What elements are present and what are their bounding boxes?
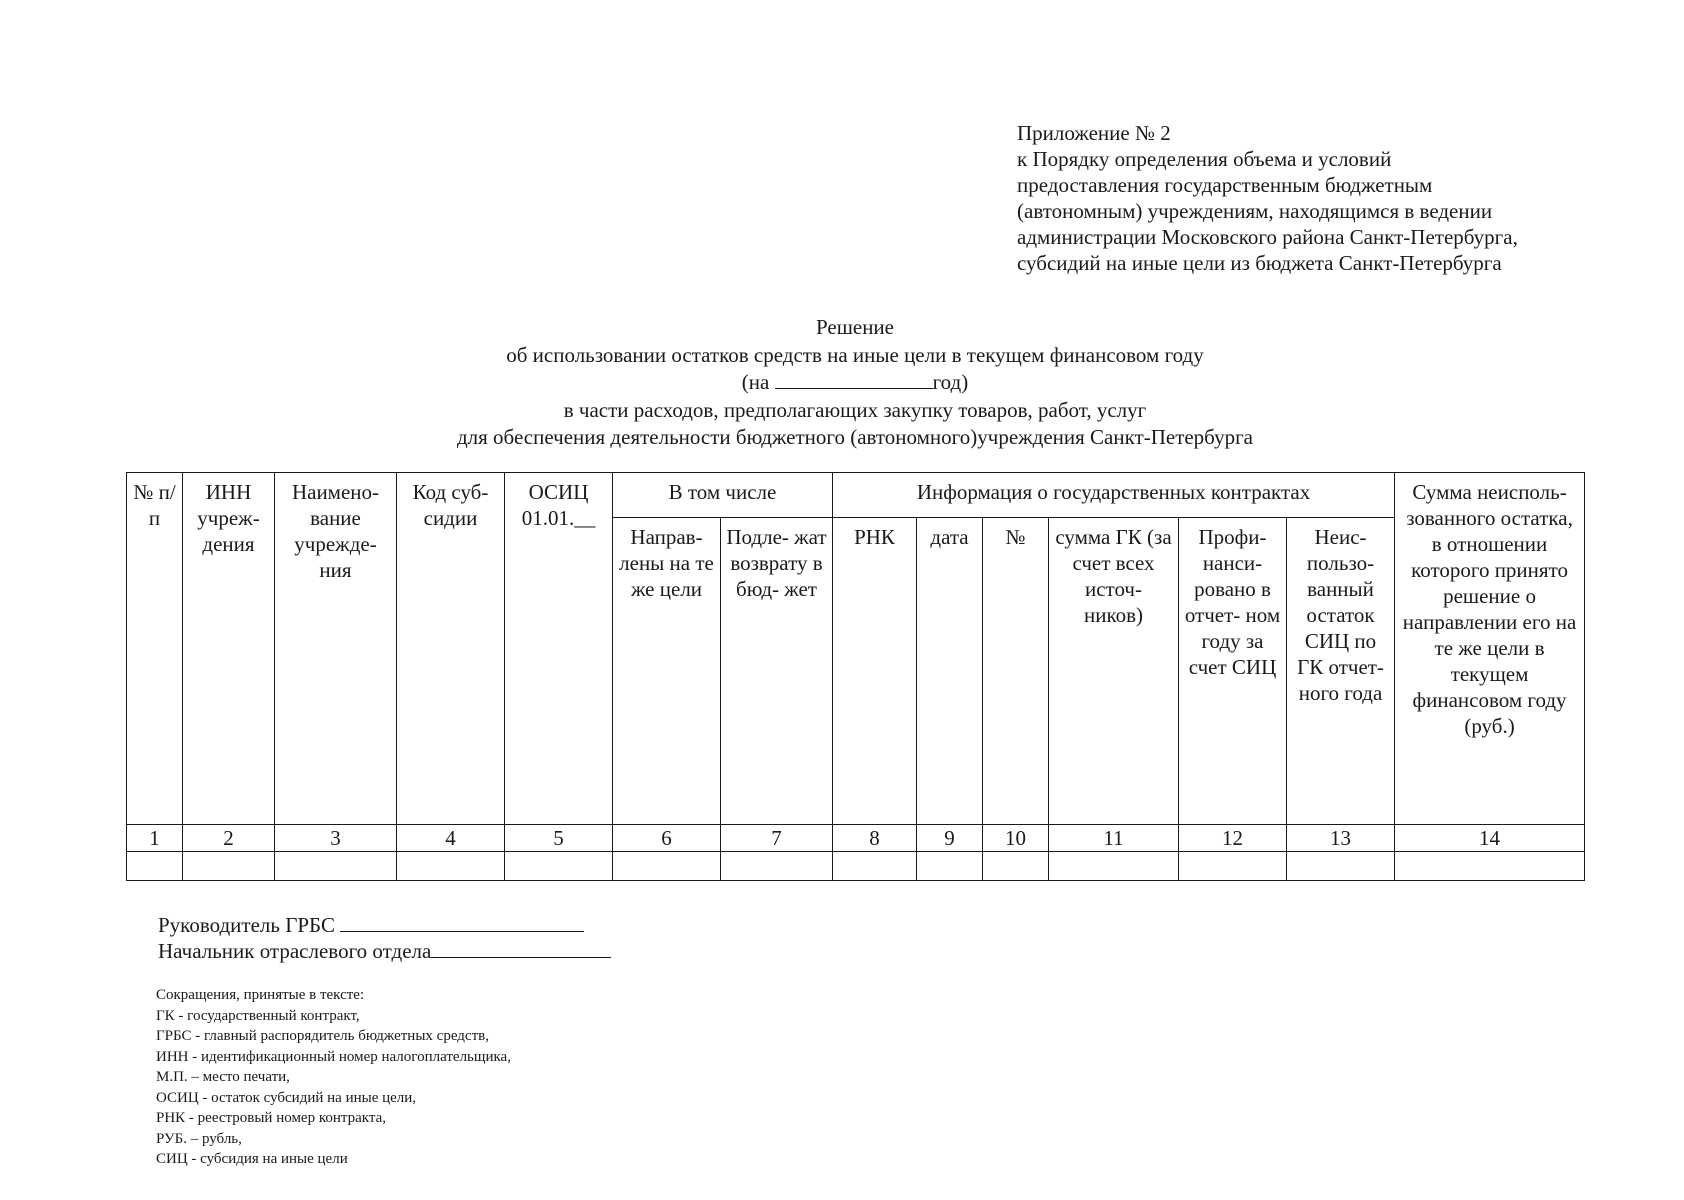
empty-cell — [983, 852, 1049, 881]
appendix-line: предоставления государственным бюджетным — [1017, 173, 1433, 197]
year-blank-field — [775, 371, 933, 389]
appendix-line: субсидий на иные цели из бюджета Санкт-Петербурга — [1017, 251, 1502, 275]
abbreviation-item: ОСИЦ - остаток субсидий на иные цели, — [156, 1089, 417, 1106]
empty-cell — [613, 852, 721, 881]
abbreviation-item: РУБ. – рубль, — [156, 1130, 242, 1147]
abbreviations-block — [156, 985, 511, 1170]
table-header-row — [127, 473, 1585, 518]
appendix-line: к Порядку определения объема и условий — [1017, 147, 1392, 171]
empty-cell — [183, 852, 275, 881]
appendix-line: (автономным) учреждениям, находящимся в ведении — [1017, 199, 1493, 223]
decision-table — [126, 472, 1585, 881]
column-number: 11 — [1049, 825, 1179, 852]
header-cell: Код суб- сидии — [397, 473, 505, 825]
signature-head-label: Руководитель ГРБС — [158, 913, 335, 937]
signature-head-field — [340, 913, 584, 932]
column-number: 12 — [1179, 825, 1287, 852]
header-cell: дата — [917, 518, 983, 825]
abbreviation-item: ИНН - идентификационный номер налогоплательщика, — [156, 1048, 511, 1065]
signature-chief-field — [431, 939, 611, 958]
header-cell: Профи- нанси- ровано в отчет- ном году за счет СИЦ — [1179, 518, 1287, 825]
title-line-5: для обеспечения деятельности бюджетного (автономного)учреждения Санкт-Петербурга — [456, 425, 1254, 449]
abbreviation-item: ГРБС - главный распорядитель бюджетных средств, — [156, 1028, 489, 1044]
column-number: 4 — [397, 825, 505, 852]
column-number: 8 — [833, 825, 917, 852]
header-cell: Сумма неисполь- зованного остатка, в отношении которого принято решение о направлении его на те же цели в текущем финансовом году (руб.) — [1395, 473, 1585, 825]
empty-cell — [721, 852, 833, 881]
header-cell: Направ- лены на те же цели — [613, 518, 721, 825]
header-group-cell: В том числе — [613, 473, 833, 518]
column-number-row — [127, 825, 1585, 852]
empty-cell — [1287, 852, 1395, 881]
header-cell: ИНН учреж- дения — [183, 473, 275, 825]
empty-cell — [275, 852, 397, 881]
title-year-suffix: год) — [932, 370, 969, 394]
empty-data-row — [127, 852, 1585, 881]
empty-cell — [833, 852, 917, 881]
header-cell: Неис- пользо- ванный остаток СИЦ по ГК отчет- ного года — [1287, 518, 1395, 825]
column-number: 3 — [275, 825, 397, 852]
column-number: 10 — [983, 825, 1049, 852]
signature-block — [158, 912, 611, 964]
header-cell: № п/п — [127, 473, 183, 825]
empty-cell — [505, 852, 613, 881]
header-cell: ОСИЦ 01.01.__ — [505, 473, 613, 825]
title-line-2: об использовании остатков средств на иные цели в текущем финансовом году — [506, 342, 1204, 367]
document-title — [300, 314, 1410, 452]
abbreviations-title: Сокращения, принятые в тексте: — [156, 987, 365, 1003]
header-cell: № — [983, 518, 1049, 825]
column-number: 14 — [1395, 825, 1585, 852]
signature-chief-line — [158, 938, 611, 964]
header-cell: РНК — [833, 518, 917, 825]
appendix-block — [1017, 120, 1518, 276]
empty-cell — [1049, 852, 1179, 881]
abbreviation-item: М.П. – место печати, — [156, 1069, 290, 1085]
column-number: 2 — [183, 825, 275, 852]
abbreviation-item: РНК - реестровый номер контракта, — [156, 1110, 387, 1126]
empty-cell — [127, 852, 183, 881]
abbreviation-item: ГК - государственный контракт, — [156, 1007, 360, 1024]
title-line-1: Решение — [815, 315, 894, 339]
column-number: 6 — [613, 825, 721, 852]
column-number: 5 — [505, 825, 613, 852]
title-line-4: в части расходов, предполагающих закупку товаров, работ, услуг — [563, 397, 1147, 422]
signature-chief-label: Начальник отраслевого отдела — [158, 939, 432, 963]
title-line-3 — [300, 369, 1410, 397]
column-number: 9 — [917, 825, 983, 852]
title-year-prefix: (на — [741, 370, 770, 394]
abbreviation-item: СИЦ - субсидия на иные цели — [156, 1151, 348, 1167]
empty-cell — [917, 852, 983, 881]
empty-cell — [1395, 852, 1585, 881]
appendix-line: Приложение № 2 — [1017, 121, 1171, 145]
column-number: 1 — [127, 825, 183, 852]
header-cell: Подле- жат возврату в бюд- жет — [721, 518, 833, 825]
column-number: 7 — [721, 825, 833, 852]
appendix-line: администрации Московского района Санкт-Петербурга, — [1017, 225, 1518, 249]
header-cell: сумма ГК (за счет всех источ- ников) — [1049, 518, 1179, 825]
empty-cell — [1179, 852, 1287, 881]
signature-head-line — [158, 912, 611, 938]
empty-cell — [397, 852, 505, 881]
header-cell: Наимено- вание учрежде- ния — [275, 473, 397, 825]
header-group-cell: Информация о государственных контрактах — [833, 473, 1395, 518]
column-number: 13 — [1287, 825, 1395, 852]
